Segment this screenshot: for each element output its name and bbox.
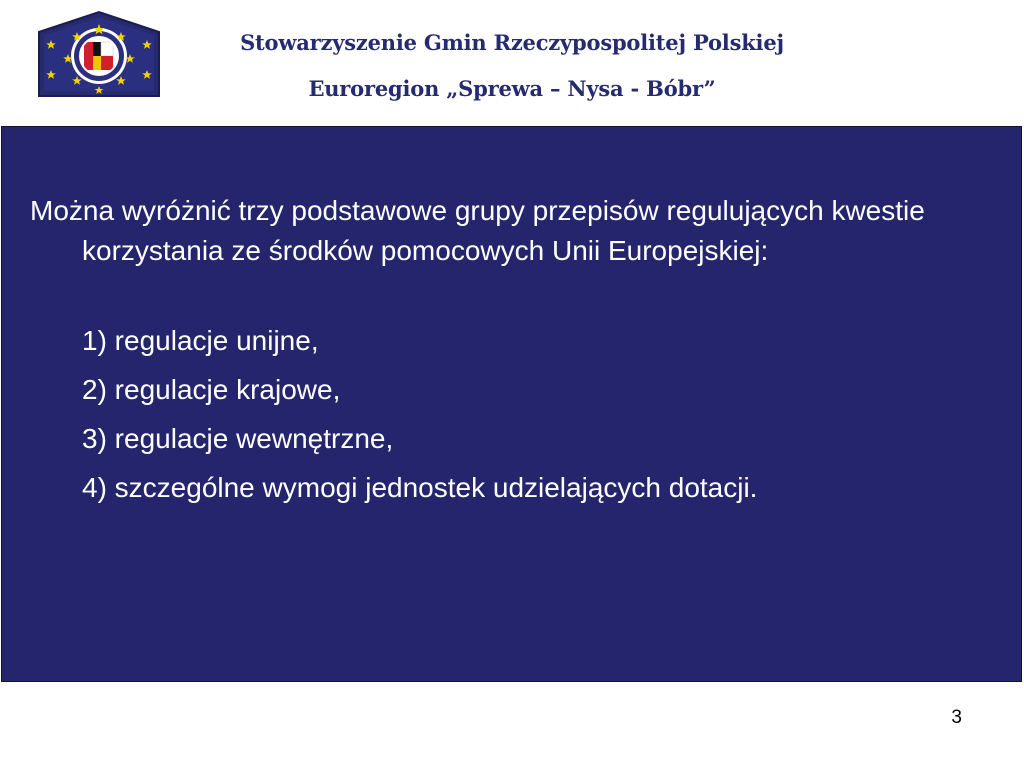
list-item: 1) regulacje unijne, — [82, 325, 319, 356]
list-item: 3) regulacje wewnętrzne, — [82, 423, 394, 454]
euroregion-name: Euroregion „Sprewa – Nysa - Bóbr” — [308, 76, 716, 101]
list-item: 2) regulacje krajowe, — [82, 374, 341, 405]
regulation-list — [82, 319, 757, 515]
organization-name: Stowarzyszenie Gmin Rzeczypospolitej Polskiej — [240, 30, 784, 55]
list-item: 4) szczególne wymogi jednostek udzielających dotacji. — [82, 472, 758, 503]
intro-paragraph: Można wyróżnić trzy podstawowe grupy przepisów regulujących kwestie korzystania ze środków pomocowych Unii Europejskiej: — [30, 195, 925, 266]
slide-header — [0, 0, 1024, 126]
page-number: 3 — [951, 707, 962, 728]
